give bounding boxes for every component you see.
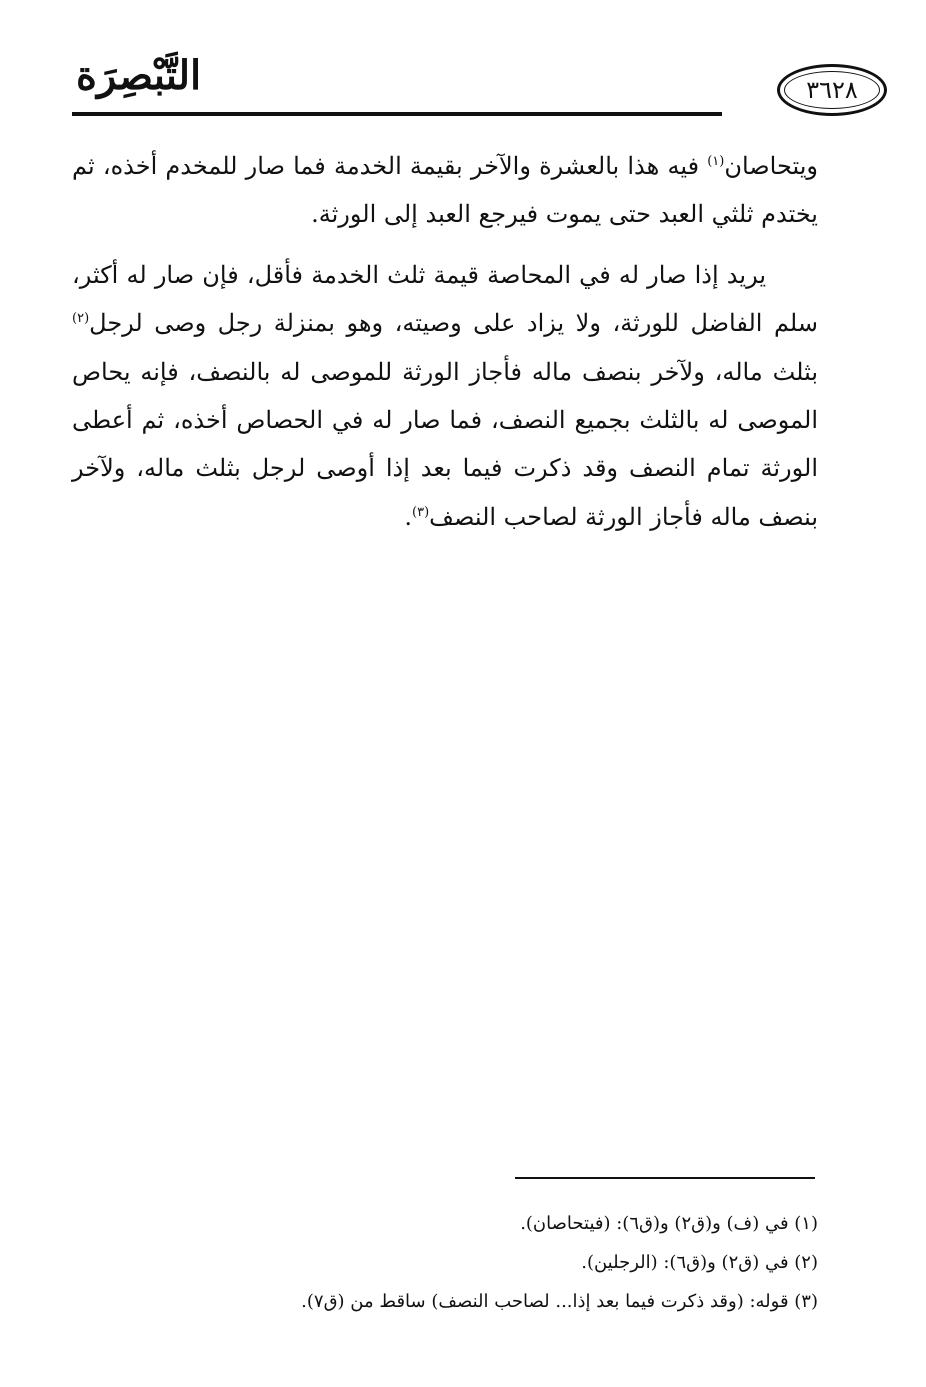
paragraph-1 — [72, 142, 818, 239]
paragraph-2-start: يريد إذا صار له في المحاصة قيمة ثلث الخدمة فأقل، فإن صار له أكثر، سلم الفاضل للورثة، ولا يزاد على وصيته، وهو بمنزلة رجل وصى لرجل — [72, 260, 818, 338]
paragraph-2 — [72, 251, 818, 541]
footnote-3: (٣) قوله: (وقد ذكرت فيما بعد إذا... لصاحب النصف) ساقط من (ق٧). — [301, 1291, 818, 1312]
header-rule — [72, 112, 722, 116]
footnote-2: (٢) في (ق٢) و(ق٦): (الرجلين). — [581, 1252, 818, 1273]
paragraph-1-end: فيه هذا بالعشرة والآخر بقيمة الخدمة فما صار للمخدم أخذه، ثم يختدم ثلثي العبد حتى يموت فيرجع العبد إلى الورثة. — [72, 152, 818, 229]
footnotes — [72, 1204, 818, 1321]
footnote-ref-1: (١) — [707, 154, 725, 169]
footnote-ref-3: (٣) — [412, 504, 430, 520]
main-text — [72, 142, 818, 541]
paragraph-1-start: ويتحاصان — [724, 152, 818, 180]
footnote-1: (١) في (ف) و(ق٢) و(ق٦): (فيتحاصان). — [520, 1213, 818, 1234]
page-number-text: ٣٦٢٨ — [806, 76, 858, 104]
page-header — [72, 48, 858, 124]
page-number — [777, 64, 887, 116]
paragraph-2-end: . — [404, 502, 413, 531]
book-title: التَّبْصِرَة — [76, 52, 202, 99]
footnote-separator — [515, 1177, 815, 1179]
paragraph-2-middle: بثلث ماله، ولآخر بنصف ماله فأجاز الورثة للموصى له بالنصف، فإنه يحاص الموصى له بالثلث بجميع النصف، فما صار له في الحصاص أخذه، ثم أعطى الورثة تمام النصف وقد ذكرت فيما بعد إذا أوصى لرجل بثلث ماله، ولآخر بنصف ماله فأجاز الورثة لصاحب النصف — [72, 357, 818, 531]
footnote-ref-2: (٢) — [72, 311, 90, 327]
